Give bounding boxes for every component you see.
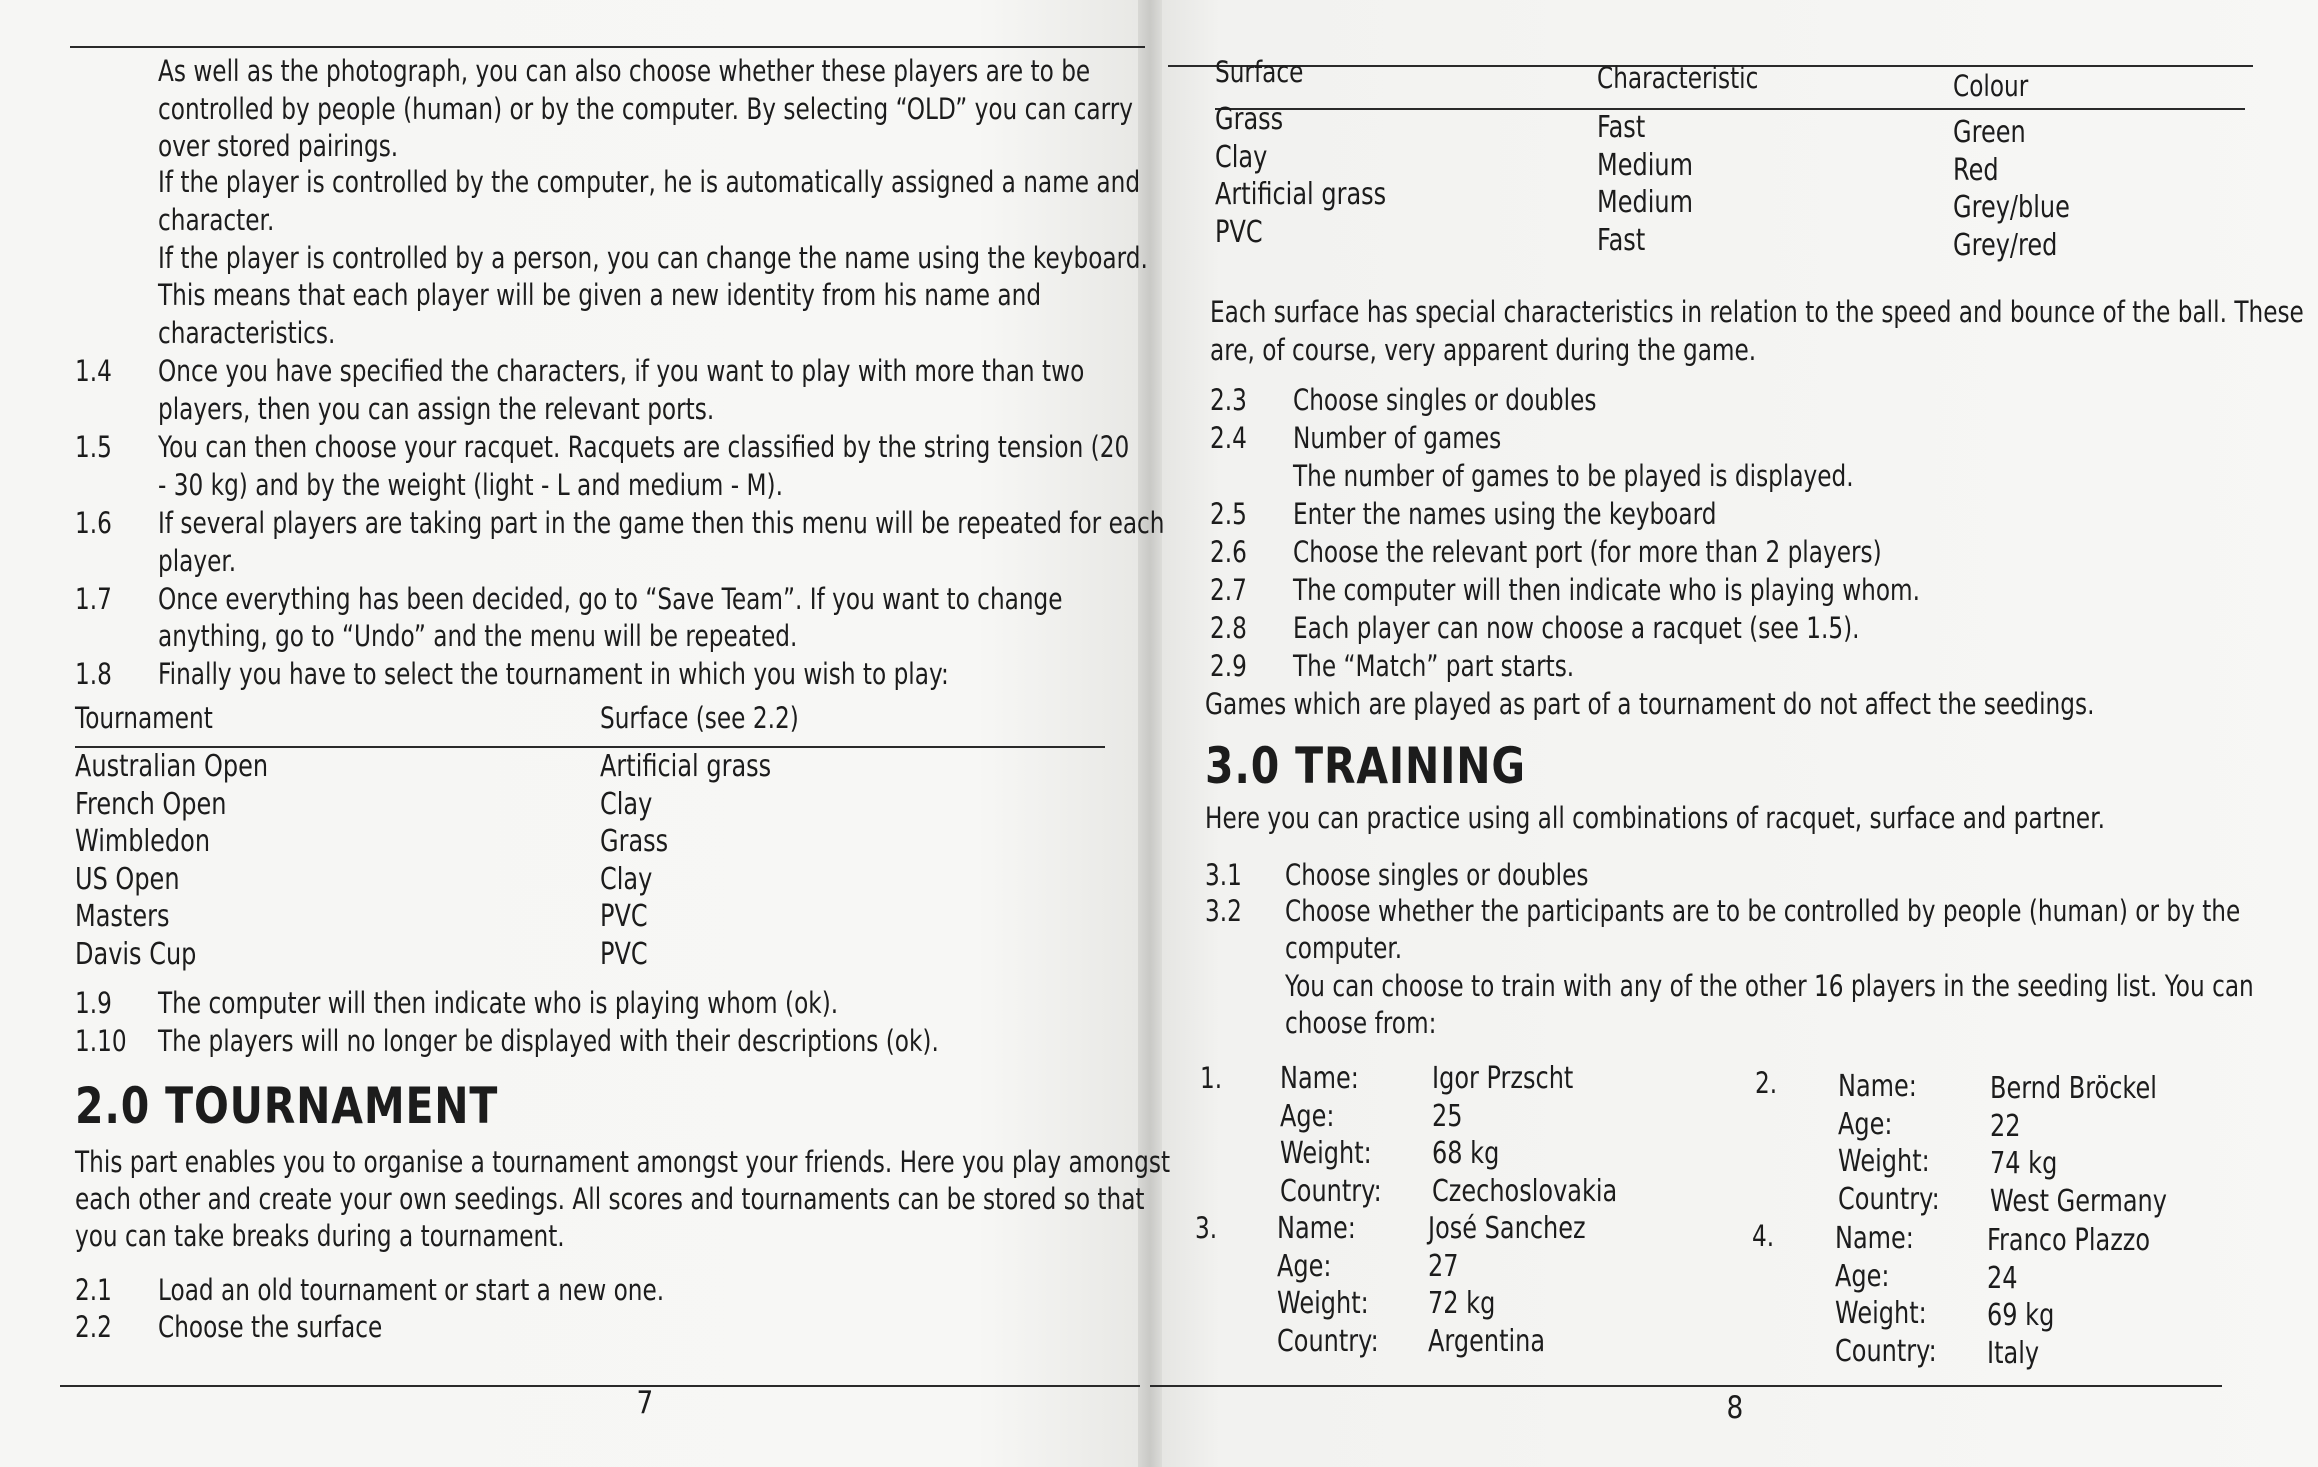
player-values	[1428, 1210, 1625, 1360]
field-label: Weight:	[1838, 1144, 1930, 1179]
field-value: José Sanchez	[1428, 1211, 1586, 1246]
player-number: 1.	[1200, 1061, 1223, 1095]
player-labels	[1838, 1068, 1965, 1218]
table-cell: Grey/red	[1953, 227, 2058, 263]
paragraph-line: are, of course, very apparent during the game.	[1210, 333, 1757, 367]
step-text: The number of games to be played is displayed.	[1293, 459, 1854, 493]
field-value: 27	[1428, 1248, 1459, 1284]
field-label: Name:	[1280, 1061, 1359, 1096]
step-text: Choose singles or doubles	[1285, 858, 1589, 892]
field-value: 24	[1987, 1260, 2018, 1296]
surface-column	[600, 748, 814, 973]
field-value: Igor Przscht	[1432, 1061, 1574, 1096]
step-number: 1.8	[75, 657, 112, 691]
table-cell: PVC	[600, 899, 648, 934]
player-number: 4.	[1752, 1219, 1775, 1253]
player-values	[1987, 1222, 2191, 1372]
player-values	[1432, 1060, 1664, 1210]
table-cell: PVC	[600, 936, 648, 972]
table-cell: Fast	[1597, 110, 1646, 145]
step-text: If several players are taking part in the game then this menu will be repeated for each	[158, 506, 1165, 540]
step-text: player.	[158, 544, 237, 578]
paragraph-line: you can take breaks during a tournament.	[75, 1219, 565, 1253]
page-number-right: 8	[1726, 1390, 1744, 1426]
field-value: Italy	[1987, 1335, 2040, 1371]
table-cell: Clay	[600, 861, 653, 897]
table-header: Surface	[1215, 55, 1304, 89]
field-value: 69 kg	[1987, 1298, 2055, 1333]
intro-line: As well as the photograph, you can also choose whether these players are to be	[158, 54, 1091, 88]
step-text: choose from:	[1285, 1006, 1437, 1040]
step-text: The computer will then indicate who is playing whom.	[1293, 573, 1921, 607]
field-value: Argentina	[1428, 1323, 1546, 1359]
table-cell: Clay	[1215, 139, 1268, 175]
colour-column	[1953, 114, 2099, 264]
table-cell: Artificial grass	[600, 749, 772, 784]
player-number: 3.	[1195, 1211, 1218, 1245]
step-text: The computer will then indicate who is playing whom (ok).	[158, 986, 839, 1020]
step-number: 2.6	[1210, 535, 1247, 569]
step-number: 3.1	[1205, 858, 1242, 892]
step-number: 2.4	[1210, 421, 1247, 455]
top-rule-left	[70, 46, 1145, 48]
field-value: 74 kg	[1990, 1146, 2058, 1181]
step-text: Choose singles or doubles	[1293, 383, 1597, 417]
table-header: Tournament	[75, 701, 213, 735]
step-text: Load an old tournament or start a new one.	[158, 1273, 665, 1307]
intro-line: characteristics.	[158, 316, 336, 350]
section-heading-tournament: 2.0 TOURNAMENT	[75, 1077, 499, 1135]
bottom-rule-right	[1150, 1385, 2222, 1387]
step-text: Choose the relevant port (for more than 2 players)	[1293, 535, 1882, 569]
step-text: computer.	[1285, 931, 1403, 965]
field-value: 25	[1432, 1098, 1463, 1134]
step-text: The players will no longer be displayed with their descriptions (ok).	[158, 1024, 939, 1058]
step-number: 2.8	[1210, 611, 1247, 645]
intro-line: over stored pairings.	[158, 129, 399, 163]
field-value: Czechoslovakia	[1432, 1173, 1618, 1209]
step-text: - 30 kg) and by the weight (light - L and medium - M).	[158, 468, 783, 502]
intro-line: character.	[158, 203, 275, 237]
step-number: 2.5	[1210, 497, 1247, 531]
intro-line: If the player is controlled by a person, you can change the name using the keyboard.	[158, 241, 1148, 275]
paragraph-line: Each surface has special characteristics in relation to the speed and bounce of the ball. These	[1210, 295, 2304, 329]
step-number: 1.6	[75, 506, 112, 540]
field-label: Age:	[1280, 1098, 1335, 1134]
field-value: Franco Plazzo	[1987, 1223, 2151, 1258]
paragraph-line: This part enables you to organise a tournament amongst your friends. Here you play amongst	[75, 1145, 1171, 1179]
step-text: Choose whether the participants are to be controlled by people (human) or by the	[1285, 894, 2241, 928]
step-number: 2.1	[75, 1273, 112, 1307]
book-gutter	[1138, 0, 1162, 1467]
field-label: Name:	[1835, 1221, 1914, 1256]
step-text: You can then choose your racquet. Racquets are classified by the string tension (20	[158, 430, 1130, 464]
table-cell: Artificial grass	[1215, 177, 1387, 212]
table-cell: Australian Open	[75, 749, 269, 784]
step-text: Each player can now choose a racquet (see 1.5).	[1293, 611, 1860, 645]
step-text: Once everything has been decided, go to “Save Team”. If you want to change	[158, 582, 1063, 616]
table-cell: Fast	[1597, 222, 1646, 258]
step-number: 2.2	[75, 1310, 112, 1344]
table-cell: Grass	[600, 824, 669, 859]
training-intro: Here you can practice using all combinations of racquet, surface and partner.	[1205, 801, 2105, 835]
step-number: 1.4	[75, 354, 112, 388]
player-labels	[1835, 1220, 1962, 1370]
bottom-rule-left	[60, 1385, 1140, 1387]
field-label: Name:	[1277, 1211, 1356, 1246]
table-cell: Wimbledon	[75, 824, 211, 859]
characteristic-column	[1597, 109, 1717, 259]
field-label: Name:	[1838, 1069, 1917, 1104]
intro-line: controlled by people (human) or by the computer. By selecting “OLD” you can carry	[158, 92, 1134, 126]
intro-line: This means that each player will be given a new identity from his name and	[158, 278, 1042, 312]
table-header: Characteristic	[1597, 61, 1759, 95]
player-labels	[1280, 1060, 1407, 1210]
step-number: 1.5	[75, 430, 112, 464]
step-text: players, then you can assign the relevant ports.	[158, 392, 715, 426]
table-cell: Grey/blue	[1953, 190, 2070, 225]
step-number: 1.9	[75, 986, 112, 1020]
player-labels	[1277, 1210, 1404, 1360]
table-cell: Green	[1953, 115, 2026, 150]
table-cell: Red	[1953, 152, 1999, 188]
table-header: Colour	[1953, 69, 2029, 103]
field-label: Age:	[1835, 1258, 1890, 1294]
step-text: Once you have specified the characters, if you want to play with more than two	[158, 354, 1085, 388]
field-value: 22	[1990, 1108, 2021, 1144]
step-text: Finally you have to select the tournament in which you wish to play:	[158, 657, 949, 691]
page-number-left: 7	[636, 1385, 654, 1421]
field-label: Country:	[1835, 1333, 1937, 1369]
table-cell: PVC	[1215, 214, 1263, 250]
field-label: Country:	[1280, 1173, 1382, 1209]
step-text: anything, go to “Undo” and the menu will be repeated.	[158, 619, 798, 653]
step-number: 1.7	[75, 582, 112, 616]
table-cell: Davis Cup	[75, 936, 197, 972]
table-cell: Masters	[75, 899, 170, 934]
table-cell: Medium	[1597, 147, 1693, 183]
field-label: Weight:	[1835, 1296, 1927, 1331]
table-cell: US Open	[75, 861, 180, 897]
table-header: Surface (see 2.2)	[600, 701, 799, 735]
step-text: The “Match” part starts.	[1293, 649, 1575, 683]
step-text: Enter the names using the keyboard	[1293, 497, 1717, 531]
field-value: Bernd Bröckel	[1990, 1071, 2157, 1106]
tournament-column	[75, 748, 316, 973]
intro-line: If the player is controlled by the computer, he is automatically assigned a name and	[158, 165, 1141, 199]
player-values	[1990, 1070, 2211, 1220]
seedings-note: Games which are played as part of a tournament do not affect the seedings.	[1205, 687, 2095, 721]
table-cell: French Open	[75, 786, 227, 822]
step-number: 2.3	[1210, 383, 1247, 417]
field-label: Age:	[1838, 1106, 1893, 1142]
step-number: 1.10	[75, 1024, 127, 1058]
step-number: 2.9	[1210, 649, 1247, 683]
field-label: Country:	[1277, 1323, 1379, 1359]
surface-name-column	[1215, 101, 1429, 251]
field-label: Weight:	[1277, 1286, 1369, 1321]
player-number: 2.	[1755, 1066, 1778, 1100]
step-number: 3.2	[1205, 894, 1242, 928]
step-text: Choose the surface	[158, 1310, 383, 1344]
field-value: West Germany	[1990, 1183, 2167, 1219]
field-value: 72 kg	[1428, 1286, 1496, 1321]
field-label: Age:	[1277, 1248, 1332, 1284]
field-label: Weight:	[1280, 1136, 1372, 1171]
table-cell: Medium	[1597, 185, 1693, 220]
field-value: 68 kg	[1432, 1136, 1500, 1171]
table-cell: Clay	[600, 786, 653, 822]
step-number: 2.7	[1210, 573, 1247, 607]
field-label: Country:	[1838, 1181, 1940, 1217]
table-cell: Grass	[1215, 102, 1284, 137]
step-text: Number of games	[1293, 421, 1502, 455]
paragraph-line: each other and create your own seedings. All scores and tournaments can be stored so that	[75, 1182, 1145, 1216]
step-text: You can choose to train with any of the other 16 players in the seeding list. You can	[1285, 969, 2254, 1003]
section-heading-training: 3.0 TRAINING	[1205, 737, 1526, 795]
